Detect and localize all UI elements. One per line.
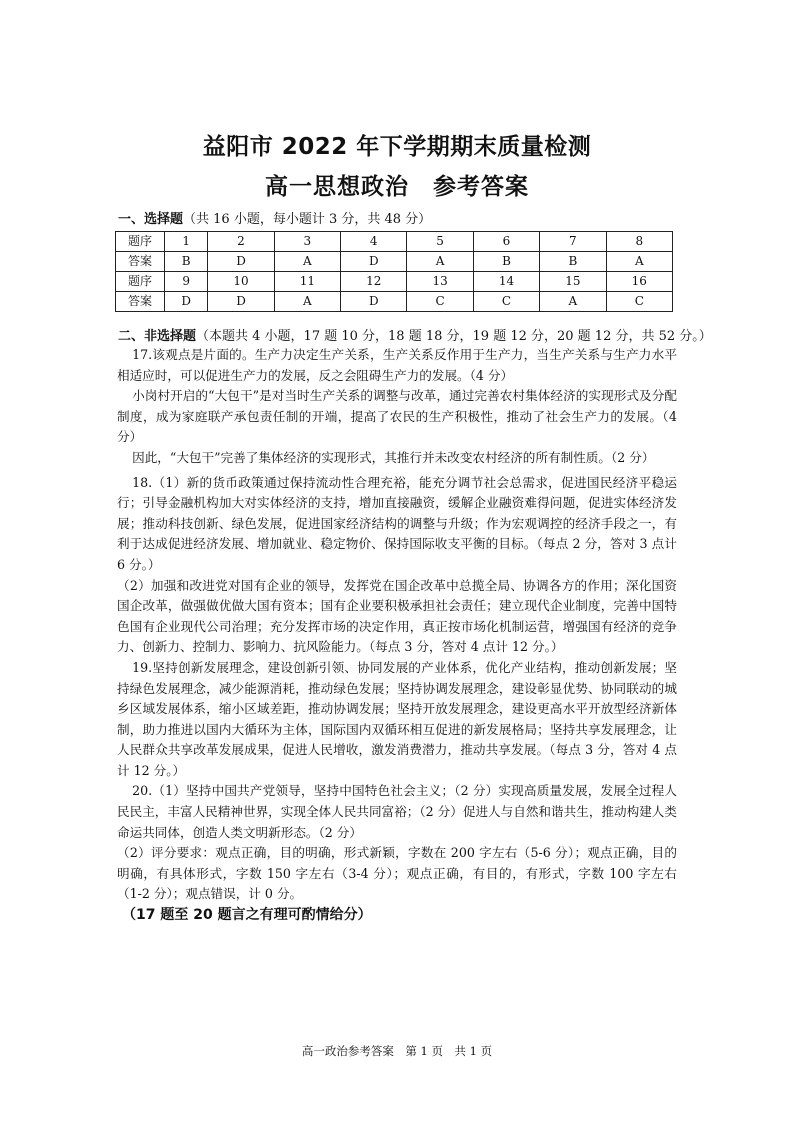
paragraph-q20-part2: （2）评分要求：观点正确，目的明确，形式新颖，字数在 200 字左右（5-6 分）；观点正确，目的明确，有具体形式，字数 150 字左右（3-4 分）；观点正确，有目的，有形式，字数 100 字左右（1-2 分）；观点错误，计 0 分。 (117, 845, 677, 902)
table-cell: D (208, 292, 274, 312)
table-cell: 6 (473, 232, 539, 252)
paragraph-q20-part1: 20.（1）坚持中国共产党领导，坚持中国特色社会主义；（2 分）实现高质量发展，发展全过程人民民主，丰富人民精神世界，实现全体人民共同富裕；（2 分）促进人与自然和谐共生，推动构建人类命运共同体，创造人类文明新形态。（2 分） (117, 783, 677, 840)
table-cell: D (165, 292, 208, 312)
table-row (116, 272, 673, 292)
section-multiple-choice-heading (118, 208, 431, 227)
table-cell: A (407, 252, 473, 272)
table-cell: 16 (606, 272, 672, 292)
section-label: 二、非选择题 (118, 329, 197, 344)
section-label: 一、选择题 (118, 212, 184, 227)
table-row (116, 292, 673, 312)
paragraph-q17-point1: 17.该观点是片面的。生产力决定生产关系，生产关系反作用于生产力，当生产关系与生产力水平相适应时，可以促进生产力的发展，反之会阻碍生产力的发展。（4 分） (117, 347, 677, 383)
table-cell: C (473, 292, 539, 312)
row-header-cell: 答案 (116, 252, 165, 272)
table-cell: 7 (540, 232, 606, 252)
table-cell: 14 (473, 272, 539, 292)
page-footer: 高一政治参考答案 第 1 页 共 1 页 (301, 1044, 493, 1058)
table-cell: D (341, 252, 407, 272)
answer-body (117, 345, 677, 905)
document-title: 益阳市 2022 年下学期期末质量检测 (202, 134, 592, 160)
table-cell: 9 (165, 272, 208, 292)
section-note: （共 16 小题，每小题计 3 分，共 48 分） (183, 212, 432, 227)
table-cell: 13 (407, 272, 473, 292)
row-header-cell: 题序 (116, 272, 165, 292)
row-header-cell: 题序 (116, 232, 165, 252)
table-cell: C (606, 292, 672, 312)
paragraph-q18-part1: 18.（1）新的货币政策通过保持流动性合理充裕，能充分调节社会总需求，促进国民经济平稳运行；引导金融机构加大对实体经济的支持，增加直接融资，缓解企业融资难得问题，促进实体经济发展；推动科技创新、绿色发展，促进国家经济结构的调整与升级；作为宏观调控的经济手段之一，有利于达成促进经济发展、增加就业、稳定物价、保持国际收支平衡的目标。（每点 2 分，答对 3 点计 6 分。） (117, 474, 677, 572)
table-cell: B (473, 252, 539, 272)
paragraph-q19: 19.坚持创新发展理念，建设创新引领、协同发展的产业体系，优化产业结构，推动创新发展；坚持绿色发展理念，减少能源消耗，推动绿色发展；坚持协调发展理念，建设彰显优势、协同联动的城乡区域发展体系，缩小区域差距，推动协调发展；坚持开放发展理念，建设更高水平开放型经济新体制，助力推进以国内大循环为主体，国际国内双循环相互促进的新发展格局；坚持共享发展理念，让人民群众共享改革发展成果，促进人民增收，激发消费潜力，推动共享发展。（每点 3 分，答对 4 点计 12 分。） (117, 659, 677, 778)
table-cell: 10 (208, 272, 274, 292)
paragraph-q18-part2: （2）加强和改进党对国有企业的领导，发挥党在国企改革中总揽全局、协调各方的作用；深化国资国企改革，做强做优做大国有资本；国有企业要积极承担社会责任；建立现代企业制度，完善中国特色国有企业现代公司治理；充分发挥市场的决定作用，真正按市场化机制运营，增强国有经济的竞争力、创新力、控制力、影响力、抗风险能力。（每点 3 分，答对 4 点计 12 分。） (117, 577, 677, 655)
table-cell: A (274, 252, 340, 272)
table-cell: 12 (341, 272, 407, 292)
table-cell: B (540, 252, 606, 272)
table-cell: A (540, 292, 606, 312)
table-cell: C (407, 292, 473, 312)
section-open-questions-heading (118, 325, 712, 344)
table-cell: 4 (341, 232, 407, 252)
table-cell: 11 (274, 272, 340, 292)
table-cell: A (606, 252, 672, 272)
answer-table (115, 231, 673, 312)
closing-note: （17 题至 20 题言之有理可酌情给分） (122, 907, 372, 923)
table-cell: D (341, 292, 407, 312)
table-cell: B (165, 252, 208, 272)
table-cell: 2 (208, 232, 274, 252)
table-row (116, 232, 673, 252)
table-cell: A (274, 292, 340, 312)
paragraph-q17-point2: 小岗村开启的“大包干”是对当时生产关系的调整与改革，通过完善农村集体经济的实现形式及分配制度，成为家庭联产承包责任制的开端，提高了农民的生产积极性，推动了社会生产力的发展。（4 分） (117, 388, 677, 445)
table-cell: 5 (407, 232, 473, 252)
table-cell: D (208, 252, 274, 272)
row-header-cell: 答案 (116, 292, 165, 312)
section-note: （本题共 4 小题，17 题 10 分，18 题 18 分，19 题 12 分，20 题 12 分，共 52 分。） (196, 329, 712, 344)
paragraph-q17-point3: 因此，“大包干”完善了集体经济的实现形式，其推行并未改变农村经济的所有制性质。（2 分） (132, 449, 655, 465)
table-row (116, 252, 673, 272)
table-cell: 1 (165, 232, 208, 252)
document-subtitle: 高一思想政治 参考答案 (265, 174, 529, 200)
table-cell: 8 (606, 232, 672, 252)
table-cell: 15 (540, 272, 606, 292)
table-cell: 3 (274, 232, 340, 252)
